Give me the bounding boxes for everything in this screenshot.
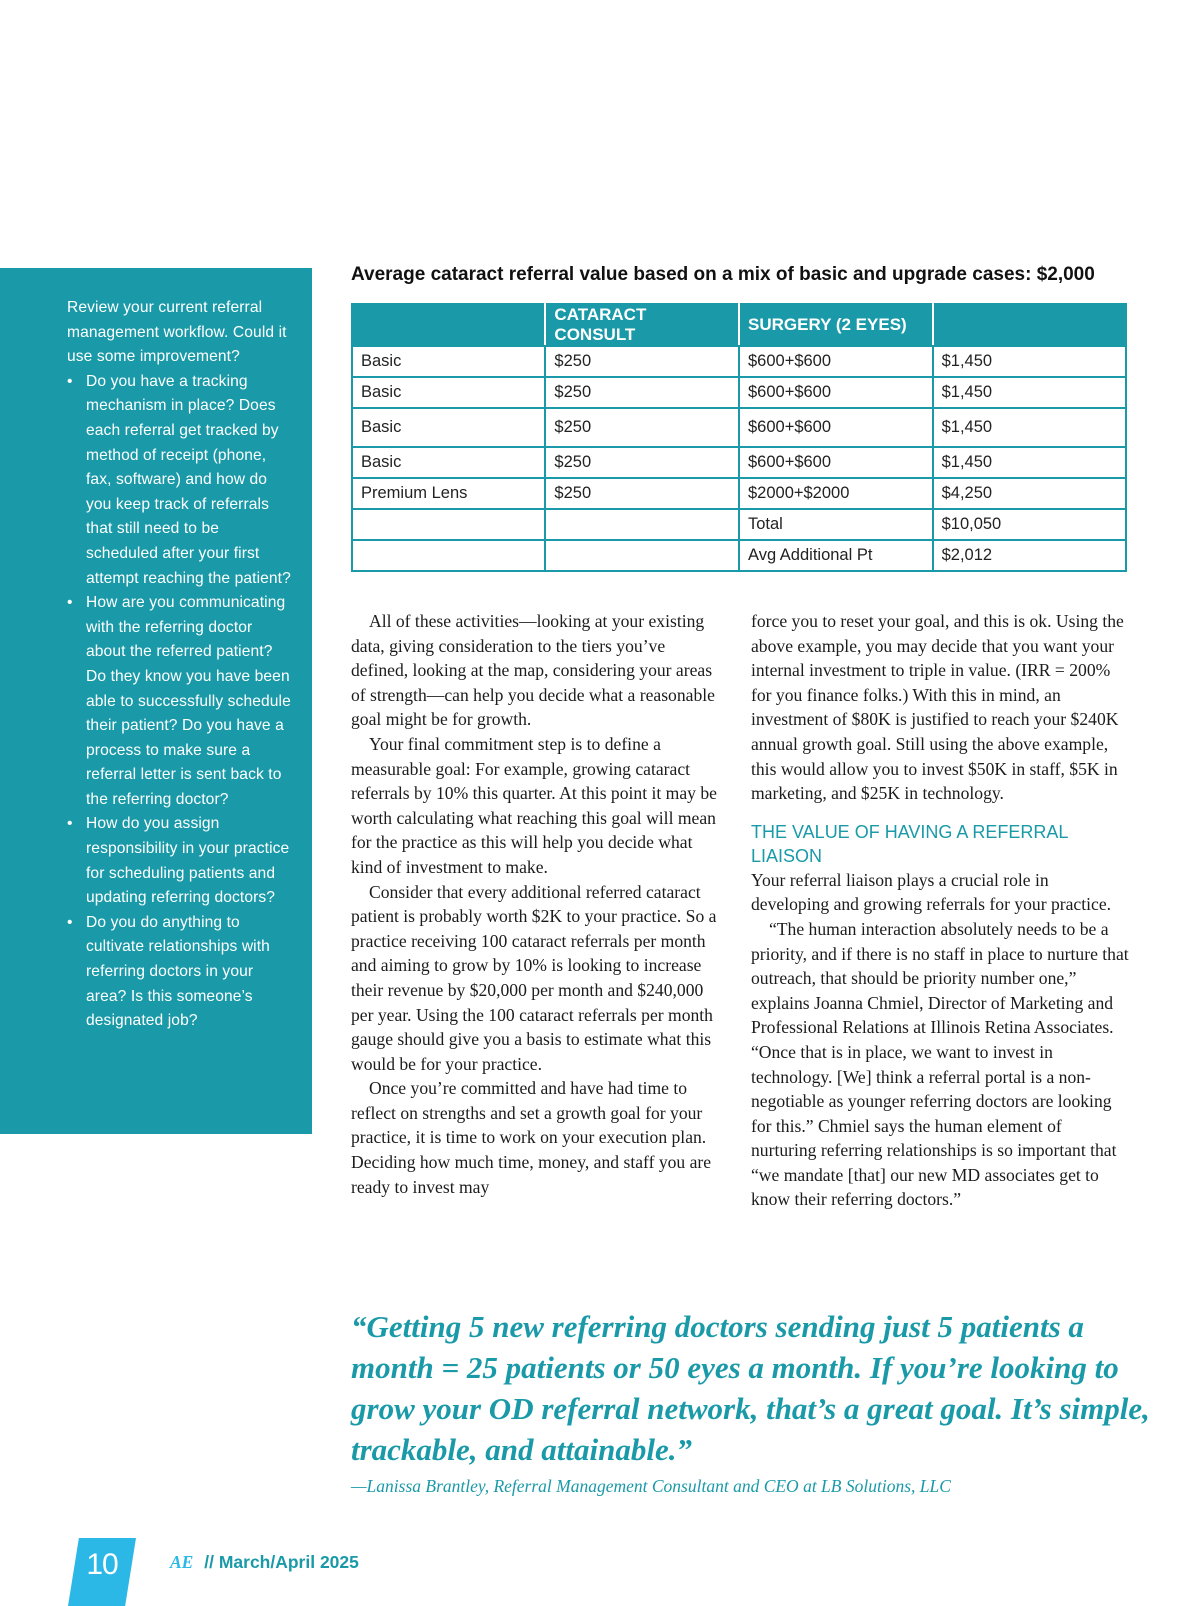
body-paragraph: Once you’re committed and have had time to reflect on strengths and set a growth goal for your practice, it is time to work on your execution plan. Deciding how much time, money, and staff you are ready to invest may: [351, 1078, 712, 1197]
section-heading: THE VALUE OF HAVING A REFERRAL LIAISON: [751, 821, 1068, 866]
sidebar-intro: Review your current referral management workflow. Could it use some improvement?: [67, 299, 287, 366]
pull-quote: “Getting 5 new referring doctors sending just 5 patients a month = 25 patients or 50 eyes a month. If you’re looking to grow your OD referral network, that’s a great goal. It’s simple, trackable, and attainable.”: [351, 1309, 1150, 1467]
body-paragraph: Your final commitment step is to define a measurable goal: For example, growing cataract referrals by 10% this quarter. At this point it may be worth calculating what reaching this goal will mean for the practice as this will help you decide what kind of investment to make.: [351, 733, 717, 877]
table-cell: $250: [545, 408, 739, 447]
referral-value-table: [351, 303, 1127, 572]
table-row: [352, 377, 1126, 408]
table-cell: $600+$600: [739, 346, 933, 377]
sidebar-bullet: • How are you communicating with the referring doctor about the referred patient? Do they know you have been able to successfully schedule their patient? Do you have a process to make sure a referral letter is sent back to the referring doctor?: [67, 591, 292, 812]
sidebar-bullet: • How do you assign responsibility in your practice for scheduling patients and updating referring doctors?: [67, 812, 292, 910]
sidebar-bullet-list: [67, 370, 292, 1034]
table-cell: [545, 540, 739, 571]
body-paragraph: All of these activities—looking at your existing data, giving consideration to the tiers you’ve defined, looking at the map, considering your areas of strength—can help you decide what a reasonable goal might be for growth.: [351, 611, 715, 730]
table-cell: $1,450: [933, 346, 1126, 377]
table-cell: $1,450: [933, 447, 1126, 478]
table-cell: Basic: [352, 346, 545, 377]
table-cell: $2,012: [933, 540, 1126, 571]
sidebar-bullet: • Do you do anything to cultivate relationships with referring doctors in your area? Is this someone’s designated job?: [67, 911, 292, 1034]
table-row: [352, 478, 1126, 509]
table-header-row: [352, 304, 1126, 346]
table-header-cell: SURGERY (2 EYES): [739, 304, 933, 346]
table-header-cell: [933, 304, 1126, 346]
body-column-left: [351, 609, 723, 1199]
table-cell: [352, 540, 545, 571]
table-cell: $250: [545, 478, 739, 509]
table-row: [352, 346, 1126, 377]
table-cell: $4,250: [933, 478, 1126, 509]
magazine-logo: AE: [170, 1552, 194, 1572]
table-title: Average cataract referral value based on a mix of basic and upgrade cases: $2,000: [351, 264, 1095, 285]
table-row: [352, 509, 1126, 540]
sidebar-box: [0, 268, 312, 1134]
table-row: [352, 447, 1126, 478]
body-paragraph: “The human interaction absolutely needs to be a priority, and if there is no staff in place to nurture that outreach, that should be priority number one,” explains Joanna Chmiel, Director of Marketing and Professional Relations at Illinois Retina Associates. “Once that is in place, we want to invest in technology. [We] think a referral portal is a non-negotiable as younger referring doctors are looking for this.” Chmiel says the human element of nurturing referring relationships is so important that “we mandate [that] our new MD associates get to know their referring doctors.”: [751, 918, 1129, 1210]
table-cell: Basic: [352, 408, 545, 447]
table-cell: Basic: [352, 377, 545, 408]
table-cell: $1,450: [933, 408, 1126, 447]
table-cell: Total: [739, 509, 933, 540]
table-cell: $250: [545, 447, 739, 478]
table-cell: $600+$600: [739, 408, 933, 447]
pull-quote-attribution: —Lanissa Brantley, Referral Management Consultant and CEO at LB Solutions, LLC: [351, 1476, 951, 1496]
table-row: [352, 408, 1126, 447]
table-row: [352, 540, 1126, 571]
table-cell: [545, 509, 739, 540]
table-cell: $600+$600: [739, 377, 933, 408]
table-cell: Basic: [352, 447, 545, 478]
table-cell: $2000+$2000: [739, 478, 933, 509]
body-paragraph-continued: force you to reset your goal, and this is ok. Using the above example, you may decide that you want your internal investment to triple in value. (IRR = 200% for you finance folks.) With this in mind, an investment of $80K is justified to reach your $240K annual growth goal. Still using the above example, this would allow you to invest $50K in staff, $5K in marketing, and $25K in technology.: [751, 611, 1124, 804]
table-cell: Avg Additional Pt: [739, 540, 933, 571]
table-cell: Premium Lens: [352, 478, 545, 509]
body-paragraph: Consider that every additional referred cataract patient is probably worth $2K to your practice. So a practice receiving 100 cataract referrals per month and aiming to grow by 10% is looking to increase their revenue by $20,000 per month and $240,000 per year. Using the 100 cataract referrals per month gauge should give you a basis to estimate what this would be for your practice.: [351, 881, 717, 1074]
issue-date: // March/April 2025: [204, 1552, 359, 1572]
table-cell: $250: [545, 346, 739, 377]
table-cell: $600+$600: [739, 447, 933, 478]
body-paragraph: Your referral liaison plays a crucial role in developing and growing referrals for your practice.: [751, 869, 1112, 915]
table-cell: $250: [545, 377, 739, 408]
table-header-cell: CATARACT CONSULT: [545, 304, 739, 346]
table-header-cell: [352, 304, 545, 346]
page-number: 10: [86, 1548, 118, 1581]
sidebar-bullet: • Do you have a tracking mechanism in place? Does each referral get tracked by method of receipt (phone, fax, software) and how do you keep track of referrals that still need to be scheduled after your first attempt reaching the patient?: [67, 370, 292, 591]
table-cell: [352, 509, 545, 540]
table-cell: $1,450: [933, 377, 1126, 408]
body-column-right: [751, 609, 1129, 1212]
footer: [170, 1552, 359, 1573]
table-cell: $10,050: [933, 509, 1126, 540]
